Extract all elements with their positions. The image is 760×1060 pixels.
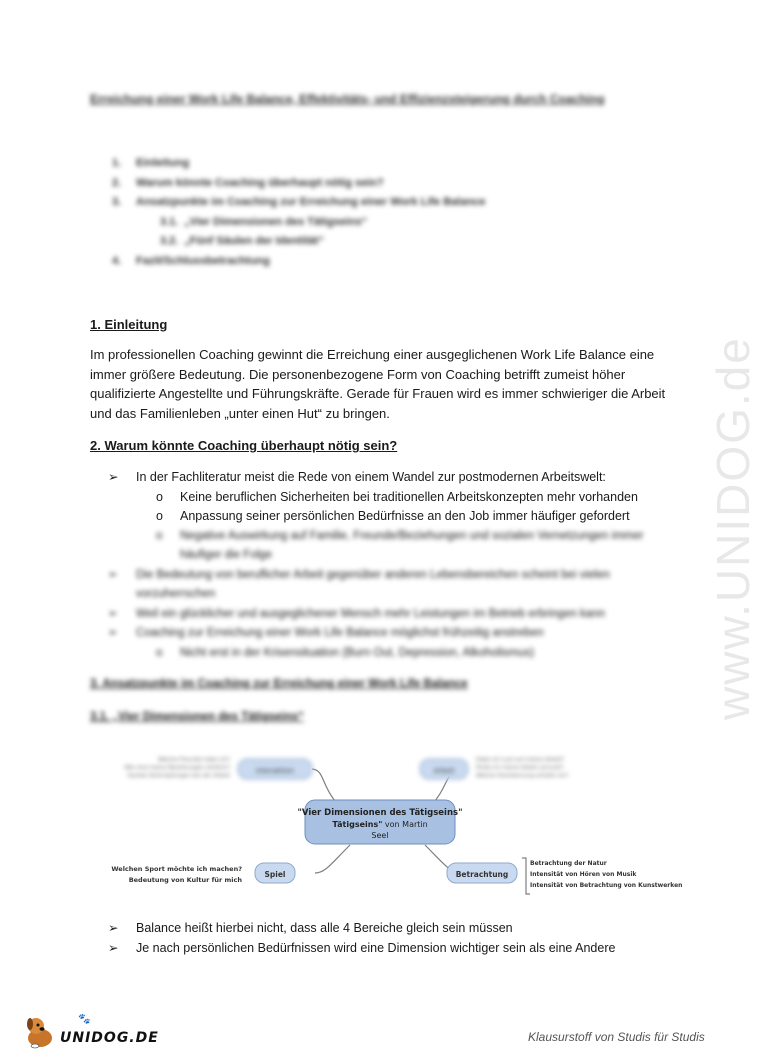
node-interaktion-label: Interaktion (255, 767, 295, 775)
mindmap-note: Bedeutung von Kultur für mich (128, 876, 242, 884)
closing-bullets (108, 918, 615, 958)
node-arbeit-label: Arbeit (433, 767, 455, 775)
center-node-subtitle: Seel (371, 831, 389, 840)
table-of-contents (112, 154, 485, 271)
list-item: o Negative Auswirkung auf Familie, Freunde/Beziehungen und sozialen Vernetzungen immer häufiger die Folge (156, 529, 644, 561)
watermark: www.UNIDOG.de (707, 336, 759, 720)
toc-item: 4. Fazit/Schlussbetrachtung (112, 254, 270, 267)
list-item: o Anpassung seiner persönlichen Bedürfnisse an den Job immer häufiger gefordert (156, 509, 630, 523)
footer-logo (22, 1014, 159, 1055)
mindmap-note: Intensität von Hören von Musik (530, 871, 637, 878)
toc-item: 3.2. „Fünf Säulen der Identität“ (160, 235, 324, 247)
section-3-heading: 3. Ansatzpunkte im Coaching zur Erreichung einer Work Life Balance (90, 678, 468, 690)
mindmap-note: Wie sind meine Beziehungen wirklich? (124, 765, 230, 771)
footer-logo-text: UNIDOG.DE (60, 1030, 159, 1046)
mindmap-note: Welche Anerkennung erhalte ich? (476, 773, 569, 779)
document-title: Erreichung einer Work Life Balance, Effektivitäts- und Effizienzsteigerung durch Coaching (90, 92, 605, 106)
mindmap-note: Finde ich meine Arbeit sinnvoll? (476, 765, 564, 771)
list-item: ➢ In der Fachliteratur meist die Rede von einem Wandel zur postmodernen Arbeitswelt: (108, 470, 606, 484)
toc-item: 3.1. „Vier Dimensionen des Tätigseins“ (160, 215, 368, 228)
section-1-heading: 1. Einleitung (90, 317, 168, 332)
section-2-bullets (108, 468, 668, 663)
mindmap-note: Soziale Verknüpfungen bei der Arbeit (127, 773, 230, 779)
list-item: o Keine beruflichen Sicherheiten bei traditionellen Arbeitskonzepten mehr vorhanden (156, 489, 638, 504)
mindmap-note: Habe ich Lust auf meine Arbeit? (476, 757, 565, 763)
list-item: ➢ Coaching zur Erreichung einer Work Life Balance möglichst frühzeitig anstreben (108, 627, 544, 639)
list-item: ➢ Weil ein glücklicher und ausgeglichener Mensch mehr Leistungen im Betrieb erbringen kann (108, 607, 605, 620)
list-item: ➢ Balance heißt hierbei nicht, dass alle 4 Bereiche gleich sein müssen (108, 921, 513, 935)
mind-map-diagram (90, 745, 683, 905)
list-item: ➢ Je nach persönlichen Bedürfnissen wird eine Dimension wichtiger sein als eine Andere (108, 941, 616, 955)
list-item: o Nicht erst in der Krisensituation (Burn Out, Depression, Alkoholismus) (156, 646, 535, 659)
toc-item: 1. Einleitung (112, 157, 190, 169)
paw-icon: 🐾 (78, 1014, 91, 1025)
center-node-subtitle: Tätigseins" von Martin (332, 820, 428, 829)
mindmap-note: Welche Freunde habe ich? (158, 757, 230, 763)
section-1-paragraph: Im professionellen Coaching gewinnt die Erreichung einer ausgeglichenen Work Life Balance eine immer größere Bedeutung. Die personenbezogene Form von Coaching betrifft zumeist höher qualifizierte Angestellte und Führungskräfte. Gerade für Frauen wird es immer schwieriger die Arbeit und das Familienleben „unter einen Hut“ zu bringen. (90, 347, 666, 421)
node-spiel-label: Spiel (264, 870, 286, 879)
toc-item: 2. Warum könnte Coaching überhaupt nötig sein? (112, 176, 384, 189)
footer-tagline: Klausurstoff von Studis für Studis (528, 1030, 705, 1044)
center-node-label: "Vier Dimensionen des Tätigseins" (297, 808, 463, 818)
section-2-heading: 2. Warum könnte Coaching überhaupt nötig sein? (90, 438, 398, 453)
node-betrachtung-label: Betrachtung (455, 870, 509, 879)
mindmap-note: Betrachtung der Natur (530, 860, 607, 867)
dog-mascot-icon (22, 1014, 58, 1050)
toc-item: 3. Ansatzpunkte im Coaching zur Erreichung einer Work Life Balance (112, 196, 486, 208)
mindmap-note: Intensität von Betrachtung von Kunstwerken (530, 882, 683, 889)
list-item: ➢ Die Bedeutung von beruflicher Arbeit gegenüber anderen Lebensbereichen scheint bei vielen vorzuherrschen (108, 568, 610, 600)
mindmap-note: Welchen Sport möchte ich machen? (111, 865, 242, 873)
section-3-1-heading: 3.1. „Vier Dimensionen des Tätigseins“ (90, 711, 304, 723)
